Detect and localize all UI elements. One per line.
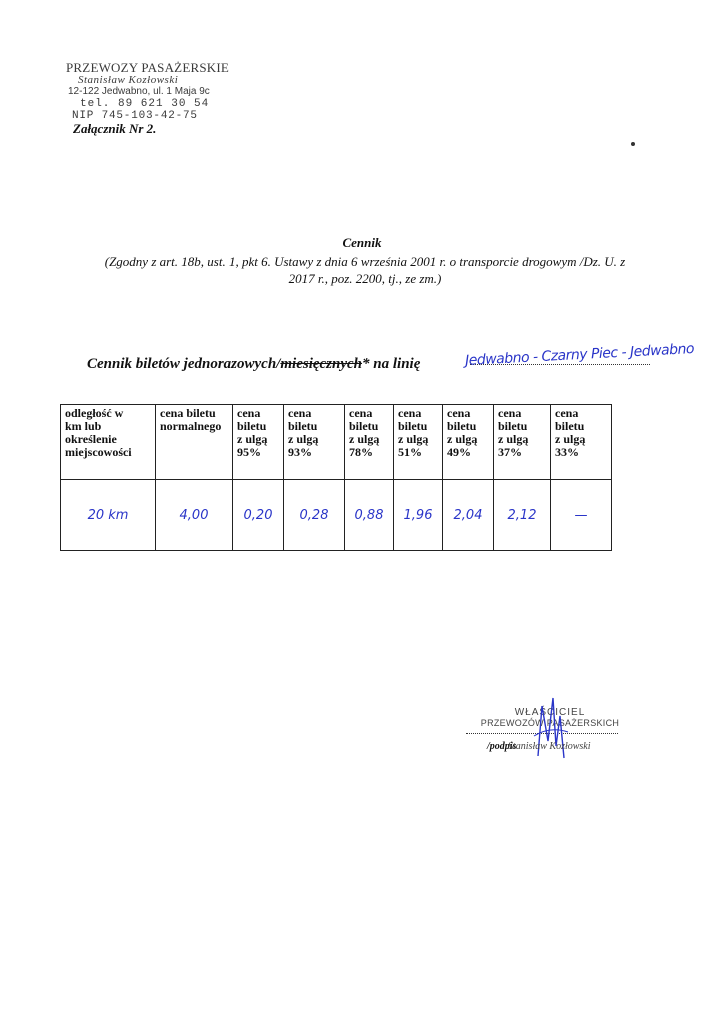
stamp-phone: tel. 89 621 30 54 [80, 98, 210, 110]
header-text: km lub [65, 419, 102, 433]
header-distance [61, 405, 156, 480]
header-text: biletu [288, 419, 318, 433]
header-text: 51% [398, 445, 422, 459]
price-table [60, 404, 612, 551]
stamp-address: 12-122 Jedwabno, ul. 1 Maja 9c [68, 86, 210, 97]
cell-price-49: 2,04 [443, 480, 494, 551]
header-text: 37% [498, 445, 522, 459]
document-title: Cennik [342, 235, 382, 250]
section-heading [87, 356, 420, 373]
header-text: cena [237, 406, 261, 420]
cell-price-93: 0,28 [284, 480, 345, 551]
table-header-row [61, 405, 612, 480]
owner-stamp-title: WŁAŚCICIEL [514, 707, 586, 718]
header-text: z ulgą [498, 432, 529, 446]
header-normal-price [156, 405, 233, 480]
attachment-number: Załącznik Nr 2. [73, 121, 157, 136]
header-text: z ulgą [288, 432, 319, 446]
subtitle-line-2: 2017 r., poz. 2200, tj., ze zm.) [288, 271, 442, 286]
header-text: określenie [65, 432, 117, 446]
cell-price-95: 0,20 [233, 480, 284, 551]
header-text: z ulgą [349, 432, 380, 446]
handwritten-signature [520, 686, 580, 766]
header-text: z ulgą [237, 432, 268, 446]
stamp-nip: NIP 745-103-42-75 [72, 110, 198, 122]
header-discount-49 [443, 405, 494, 480]
header-text: miejscowości [65, 445, 132, 459]
header-text: cena [398, 406, 422, 420]
cell-normal-price: 4,00 [156, 480, 233, 551]
section-heading-part3: * na linię [362, 356, 421, 372]
owner-stamp-company: PRZEWOZÓW PASAŻERSKICH [480, 718, 620, 728]
route-handwritten: Jedwabno - Czarny Piec - Jedwabno [464, 341, 695, 369]
subtitle-line-1: (Zgodny z art. 18b, ust. 1, pkt 6. Ustawy z dnia 6 września 2001 r. o transporcie drogowym /Dz. U. z [104, 254, 626, 269]
cell-distance: 20 km [61, 480, 156, 551]
signature-label: /podpis [487, 741, 517, 752]
header-discount-33 [551, 405, 612, 480]
header-text: 95% [237, 445, 261, 459]
section-heading-struck: miesięcznych [280, 356, 363, 372]
table-row [61, 480, 612, 551]
header-discount-37 [494, 405, 551, 480]
scan-speck [631, 142, 635, 146]
stamp-owner-name: Stanisław Kozłowski [78, 74, 179, 86]
cell-price-37: 2,12 [494, 480, 551, 551]
header-text: cena [555, 406, 579, 420]
stamp-company-name: PRZEWOZY PASAŻERSKIE [66, 60, 230, 75]
header-text: normalnego [160, 419, 222, 433]
header-text: 33% [555, 445, 579, 459]
cell-price-33: — [551, 480, 612, 551]
header-text: 78% [349, 445, 373, 459]
header-text: cena [498, 406, 522, 420]
header-text: biletu [398, 419, 428, 433]
header-discount-93 [284, 405, 345, 480]
header-text: cena [447, 406, 471, 420]
header-text: biletu [498, 419, 528, 433]
header-text: biletu [349, 419, 379, 433]
header-text: 93% [288, 445, 312, 459]
header-text: z ulgą [398, 432, 429, 446]
header-text: cena [288, 406, 312, 420]
document-subtitle [60, 253, 670, 287]
header-text: biletu [447, 419, 477, 433]
header-discount-51 [394, 405, 443, 480]
header-discount-78 [345, 405, 394, 480]
cell-price-51: 1,96 [394, 480, 443, 551]
header-text: cena biletu [160, 406, 216, 420]
header-text: odległość w [65, 406, 124, 420]
header-text: biletu [237, 419, 267, 433]
header-text: 49% [447, 445, 471, 459]
cell-price-78: 0,88 [345, 480, 394, 551]
section-heading-part1: Cennik biletów jednorazowych/ [87, 356, 281, 372]
header-discount-95 [233, 405, 284, 480]
header-text: z ulgą [555, 432, 586, 446]
owner-stamp-name: Stanisław Kozłowski [508, 741, 591, 752]
header-text: cena [349, 406, 373, 420]
header-text: z ulgą [447, 432, 478, 446]
header-text: biletu [555, 419, 585, 433]
company-stamp [58, 62, 258, 122]
